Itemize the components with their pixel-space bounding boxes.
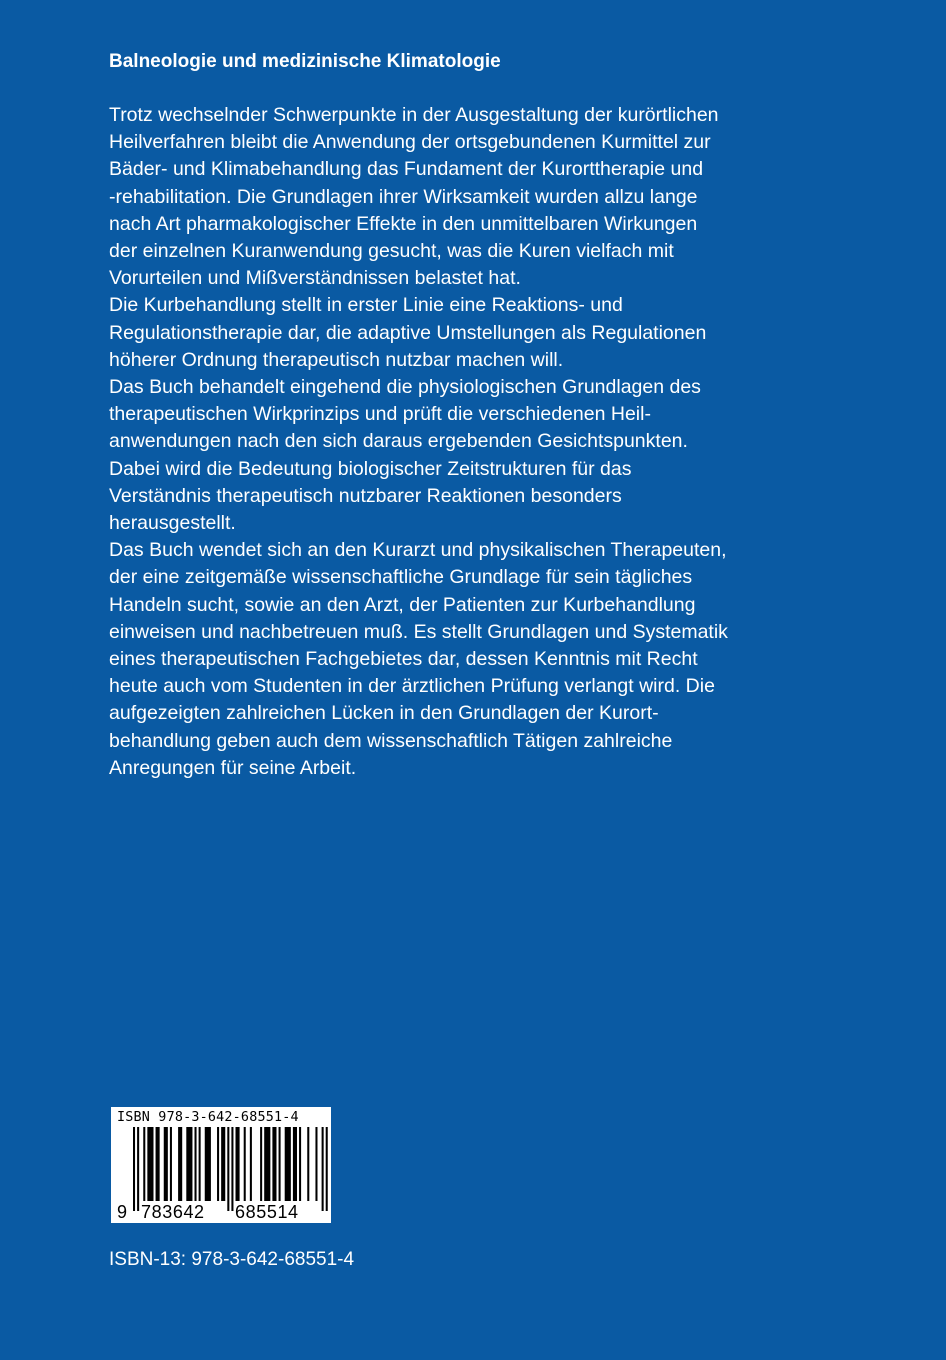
blurb-line: therapeutischen Wirkprinzips und prüft die verschiedenen Heil- <box>109 403 651 426</box>
book-title: Balneologie und medizinische Klimatologie <box>109 51 501 72</box>
blurb-line: Handeln sucht, sowie an den Arzt, der Patienten zur Kurbehandlung <box>109 593 696 616</box>
blurb-line: der einzelnen Kuranwendung gesucht, was die Kuren vielfach mit <box>109 240 674 263</box>
barcode-bar <box>279 1127 281 1201</box>
blurb-line: -rehabilitation. Die Grundlagen ihrer Wirksamkeit wurden allzu lange <box>109 185 698 208</box>
barcode-bar <box>293 1127 297 1201</box>
barcode-bar <box>264 1127 270 1201</box>
blurb-line: eines therapeutischen Fachgebietes dar, dessen Kenntnis mit Recht <box>109 648 698 671</box>
barcode-bar <box>260 1127 262 1201</box>
isbn-barcode <box>111 1107 331 1223</box>
barcode-bar <box>299 1127 301 1201</box>
blurb-line: anwendungen nach den sich daraus ergebenden Gesichtspunkten. <box>109 430 688 453</box>
barcode-digits-left: 783642 <box>141 1202 205 1222</box>
barcode-bar <box>217 1127 219 1201</box>
blurb-line: Die Kurbehandlung stellt in erster Linie eine Reaktions- und <box>109 294 623 317</box>
barcode-bar <box>231 1127 233 1211</box>
blurb-line: Vorurteilen und Mißverständnissen belastet hat. <box>109 267 521 290</box>
blurb-line: Heilverfahren bleibt die Anwendung der ortsgebundenen Kurmittel zur <box>109 131 711 154</box>
barcode-bar <box>133 1127 135 1211</box>
blurb-line: behandlung geben auch dem wissenschaftlich Tätigen zahlreiche <box>109 729 673 752</box>
barcode-bar <box>322 1127 324 1211</box>
barcode-bar <box>326 1127 328 1211</box>
blurb-line: nach Art pharmakologischer Effekte in den unmittelbaren Wirkungen <box>109 212 698 235</box>
barcode-bar <box>199 1127 201 1201</box>
blurb-text <box>109 102 829 782</box>
blurb-line: herausgestellt. <box>109 512 236 535</box>
blurb-line: Trotz wechselnder Schwerpunkte in der Ausgestaltung der kurörtlichen <box>109 104 719 126</box>
barcode-bar <box>164 1127 168 1201</box>
barcode-bar <box>285 1127 291 1201</box>
isbn-13-text: ISBN-13: 978-3-642-68551-4 <box>109 1249 355 1270</box>
barcode-bar <box>272 1127 276 1201</box>
blurb-line: der eine zeitgemäße wissenschaftliche Grundlage für sein tägliches <box>109 566 693 589</box>
blurb-line: Das Buch behandelt eingehend die physiologischen Grundlagen des <box>109 376 701 399</box>
barcode-bar <box>315 1127 317 1201</box>
barcode-bar <box>147 1127 153 1201</box>
barcode-bar <box>250 1127 252 1201</box>
blurb-line: Bäder- und Klimabehandlung das Fundament der Kurorttherapie und <box>109 158 704 181</box>
barcode-bar <box>186 1127 192 1201</box>
barcode-bar <box>170 1127 172 1201</box>
barcode-bar <box>137 1127 139 1211</box>
barcode-bar <box>178 1127 182 1201</box>
blurb-line: einweisen und nachbetreuen muß. Es stellt Grundlagen und Systematik <box>109 620 728 643</box>
blurb-line: Verständnis therapeutisch nutzbarer Reaktionen besonders <box>109 484 622 507</box>
blurb-line: heute auch vom Studenten in der ärztlichen Prüfung verlangt wird. Die <box>109 675 715 698</box>
barcode-bar <box>307 1127 309 1201</box>
barcode-bar <box>236 1127 240 1201</box>
blurb-line: Anregungen für seine Arbeit. <box>109 756 357 779</box>
barcode-bar <box>156 1127 160 1201</box>
blurb-line: Das Buch wendet sich an den Kurarzt und physikalischen Therapeuten, <box>109 539 727 562</box>
blurb-line: Dabei wird die Bedeutung biologischer Zeitstrukturen für das <box>109 457 632 480</box>
barcode-digit-lead: 9 <box>117 1202 128 1222</box>
blurb-line: Regulationstherapie dar, die adaptive Umstellungen als Regulationen <box>109 321 707 344</box>
barcode-bar <box>143 1127 145 1201</box>
barcode-bar <box>227 1127 229 1211</box>
blurb-line: aufgezeigten zahlreichen Lücken in den Grundlagen der Kurort- <box>109 702 659 725</box>
barcode-bar <box>195 1127 197 1201</box>
barcode-digits-right: 685514 <box>235 1202 299 1222</box>
barcode-bar <box>205 1127 211 1201</box>
barcode-bar <box>221 1127 225 1201</box>
barcode-bar <box>244 1127 246 1201</box>
blurb-line: höherer Ordnung therapeutisch nutzbar machen will. <box>109 348 564 371</box>
barcode-isbn-label: ISBN 978-3-642-68551-4 <box>117 1110 299 1125</box>
